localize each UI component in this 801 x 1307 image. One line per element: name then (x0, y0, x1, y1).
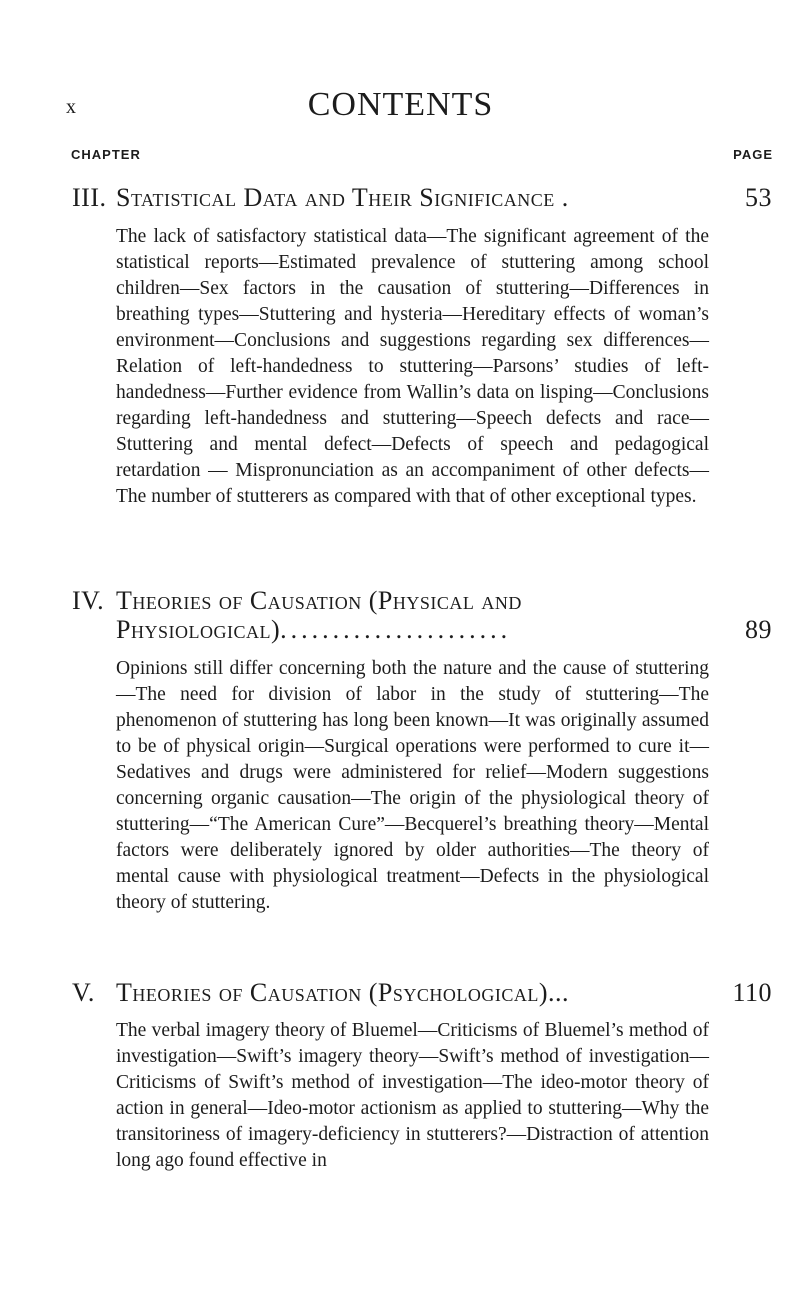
chapter-heading-iv (72, 585, 772, 617)
chapter-page: 53 (745, 183, 772, 212)
chapter-summary-iv: Opinions still differ concerning both the nature and the cause of stuttering—The need for division of labor in the study of stuttering—The phenomenon of stuttering has long been known—It was originally assumed to be of physical origin—Surgical operations were performed to cure it—Sedatives and drugs were administered for relief—Modern suggestions concerning organic causation—The origin of the physiological theory of stuttering—“The American Cure”—Becquerel’s breathing theory—Mental factors were deliberately ignored by older authorities—The theory of mental cause with physiological treatment—Defects in the physiological theory of stuttering. (116, 658, 709, 913)
page-number: x (66, 96, 77, 118)
chapter-title-cont: Physiological) (116, 615, 281, 644)
column-header-page: PAGE (733, 147, 773, 162)
chapter-heading-iii: III. Statistical Data and Their Significance . 53 (72, 183, 772, 212)
chapter-numeral: IV. (72, 586, 105, 615)
chapter-page: 89 (745, 615, 772, 644)
chapter-summary-v: The verbal imagery theory of Bluemel—Criticisms of Bluemel’s method of investigation—Swift’s imagery theory—Swift’s method of investigation—Criticisms of Swift’s method of investigation—The ideo-motor theory of action in general—Ideo-motor actionism as applied to stuttering—Why the transitoriness of imagery-deficiency in stutterers?—Distraction of attention long ago found effective in (116, 1020, 709, 1171)
page-title: CONTENTS (307, 86, 494, 123)
chapter-title: Statistical Data and Their Significance (116, 183, 555, 212)
chapter-heading-v: V. Theories of Causation (Psychological)... 110 (72, 978, 772, 1007)
chapter-summary-iii: The lack of satisfactory statistical data—The significant agreement of the statistical reports—Estimated prevalence of stuttering among school children—Sex factors in the causation of stuttering—Differences in breathing types—Stuttering and hysteria—Hereditary effects of woman’s environment—Conclusions and suggestions regarding sex differences—Relation of left-handedness to stuttering—Parsons’ studies of left-handedness—Further evidence from Wallin’s data on lisping—Conclusions regarding left-handedness and stuttering—Speech defects and race—Stuttering and mental defect—Defects of speech and pedagogical retardation — Mispronunciation as an accompaniment of other defects—The number of stutterers as compared with that of other exceptional types. (116, 226, 709, 507)
chapter-numeral: V. (72, 978, 95, 1007)
column-header-chapter: CHAPTER (71, 147, 141, 162)
chapter-heading-iv-cont: Physiological)...................... 89 (116, 615, 772, 644)
chapter-page: 110 (732, 978, 772, 1007)
chapter-title: Theories of Causation (Psychological) (116, 978, 549, 1007)
chapter-numeral: III. (72, 183, 107, 212)
chapter-title: Theories of Causation (Physical and (116, 586, 522, 615)
